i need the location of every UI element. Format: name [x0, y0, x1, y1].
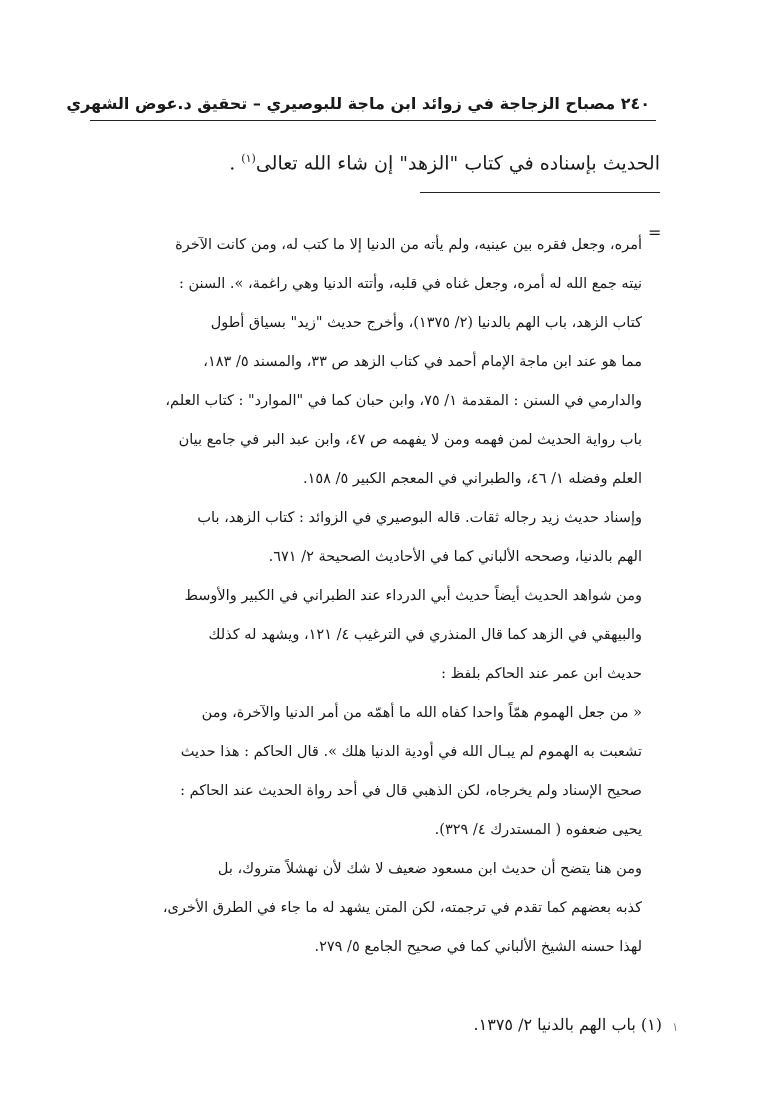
note-line: ومن شواهد الحديث أيضاً حديث أبي الدرداء عند الطبراني في الكبير والأوسط	[184, 588, 642, 604]
note-line: أمره، وجعل فقره بين عينيه، ولم يأته من الدنيا إلا ما كتب له، ومن كانت الآخرة	[175, 237, 642, 253]
footnote-reference: (١)	[241, 152, 256, 165]
intro-text: الحديث بإسناده في كتاب "الزهد" إن شاء الله تعالى	[255, 152, 660, 175]
note-line: كتاب الزهد، باب الهم بالدنيا (٢/ ١٣٧٥)، وأخرج حديث "زيد" بسياق أطول	[210, 315, 642, 331]
notes-block	[84, 226, 642, 967]
note-line: الهم بالدنيا، وصححه الألباني كما في الأحاديث الصحيحة ٢/ ٦٧١.	[268, 549, 642, 565]
note-line: يحيى ضعفوه ( المستدرك ٤/ ٣٢٩).	[434, 822, 642, 838]
note-line: كذبه بعضهم كما تقدم في ترجمته، لكن المتن يشهد له ما جاء في الطرق الأخرى،	[162, 900, 642, 916]
note-line: لهذا حسنه الشيخ الألباني كما في صحيح الجامع ٥/ ٢٧٩.	[314, 939, 642, 955]
note-line: ومن هنا يتضح أن حديث ابن مسعود ضعيف لا شك لأن نهشلاً متروك، بل	[217, 861, 642, 877]
note-line: حديث ابن عمر عند الحاكم بلفظ :	[441, 666, 642, 682]
note-line: باب رواية الحديث لمن فهمه ومن لا يفهمه ص ٤٧، وابن عبد البر في جامع بيان	[178, 432, 642, 448]
note-line: مما هو عند ابن ماجة الإمام أحمد في كتاب الزهد ص ٣٣، والمسند ٥/ ١٨٣،	[203, 354, 642, 370]
page-mark: ١	[672, 1020, 679, 1034]
note-line: وإسناد حديث زيد رجاله ثقات. قاله البوصيري في الزوائد : كتاب الزهد، باب	[197, 510, 642, 526]
footnote: (١) باب الهم بالدنيا ٢/ ١٣٧٥.	[473, 1015, 662, 1034]
note-line: نيته جمع الله له أمره، وجعل غناه في قلبه، وأتته الدنيا وهي راغمة، ». السنن :	[179, 276, 642, 292]
note-line: والبيهقي في الزهد كما قال المنذري في الترغيب ٤/ ١٢١، ويشهد له كذلك	[208, 627, 642, 643]
body-text	[90, 140, 660, 182]
note-line: والدارمي في السنن : المقدمة ١/ ٧٥، وابن حبان كما في "الموارد" : كتاب العلم،	[165, 393, 642, 409]
footnote-separator	[420, 192, 660, 193]
continuation-mark: =	[648, 223, 662, 242]
intro-end: .	[229, 152, 242, 175]
note-line: « من جعل الهموم همّاً واحدا كفاه الله ما أهمّه من أمر الدنيا والآخرة، ومن	[201, 705, 642, 721]
note-line: صحيح الإسناد ولم يخرجاه، لكن الذهبي قال في أحد رواة الحديث عند الحاكم :	[180, 783, 642, 799]
note-line: العلم وفضله ١/ ٤٦، والطبراني في المعجم الكبير ٥/ ١٥٨.	[302, 471, 642, 487]
running-header: ٢٤٠ مصباح الزجاجة في زوائد ابن ماجة للبوصيري – تحقيق د.عوض الشهري	[66, 94, 650, 113]
header-rule	[90, 120, 656, 121]
note-line: تشعبت به الهموم لم يبـال الله في أودية الدنيا هلك ». قال الحاكم : هذا حديث	[180, 744, 642, 760]
